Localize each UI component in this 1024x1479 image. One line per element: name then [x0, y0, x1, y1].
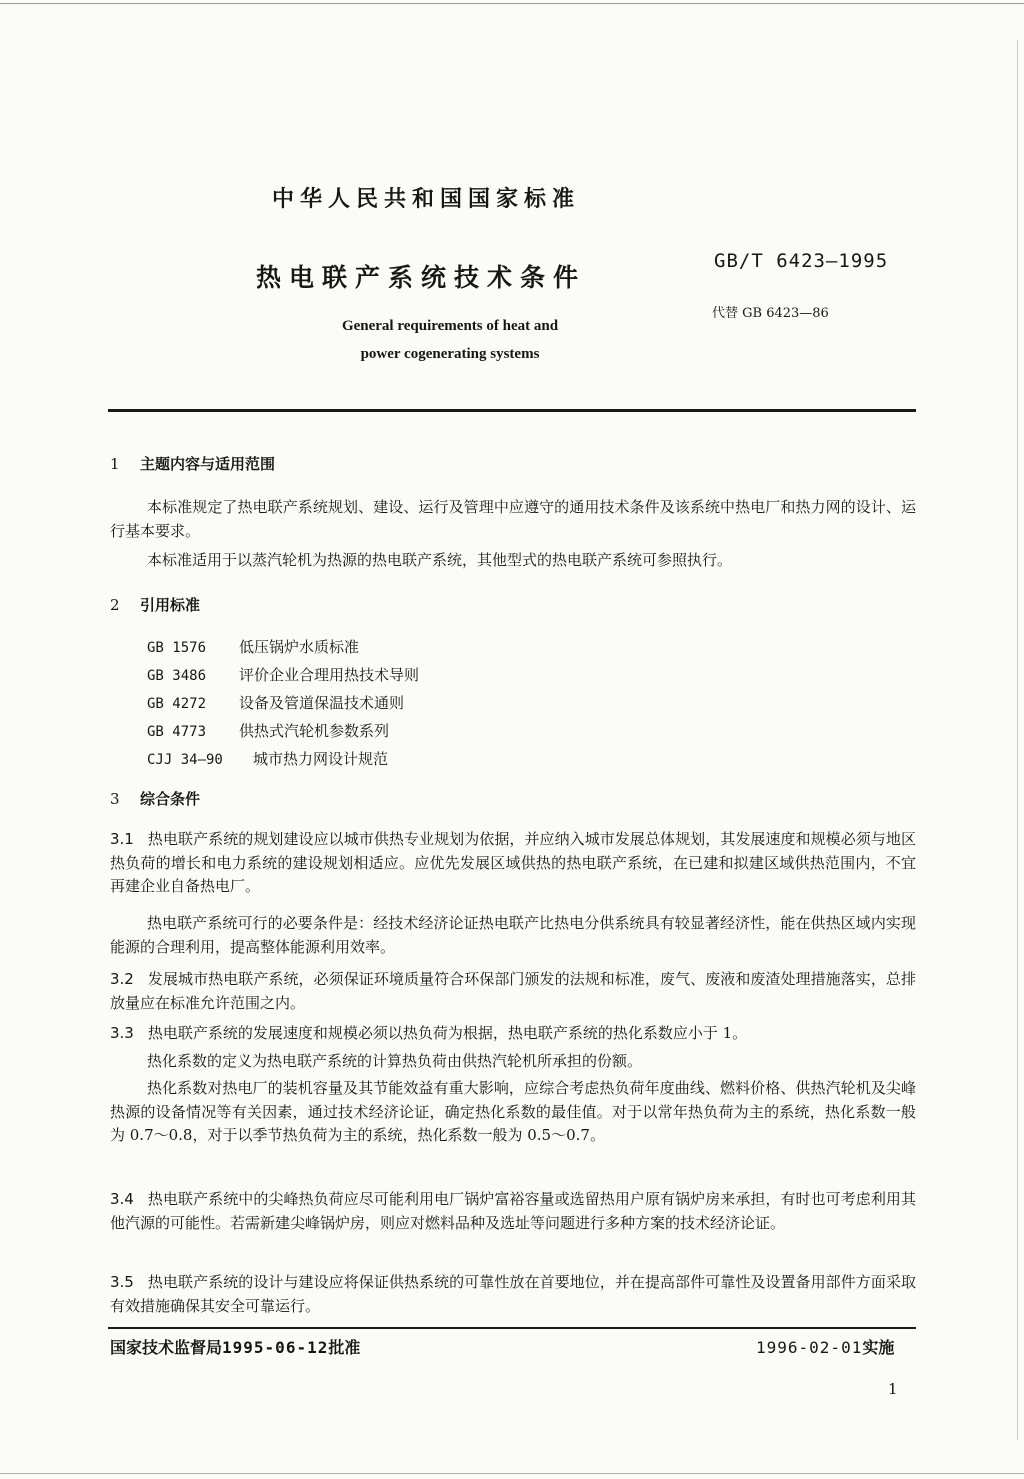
english-title [240, 312, 660, 368]
section-1-number: 1 [110, 455, 120, 473]
clause-3-5-number: 3.5 [110, 1273, 134, 1291]
standard-number: GB/T 6423—1995 [714, 250, 889, 272]
approval-line [110, 1335, 360, 1358]
approval-date: 1995-06-12 [222, 1338, 329, 1357]
reference-code: GB 1576 [147, 640, 207, 656]
clause-3-3-paragraph-3: 热化系数对热电厂的装机容量及其节能效益有重大影响，应综合考虑热负荷年度曲线、燃料价格、供热汽轮机及尖峰热源的设备情况等有关因素，通过技术经济论证，确定热化系数的最佳值。对于以常年热负荷为主的系统，热化系数一般为 0.7～0.8，对于以季节热负荷为主的系统，热化系数一般为 0.5～0.7。 [110, 1079, 916, 1144]
reference-row [147, 662, 419, 690]
approval-suffix: 批准 [328, 1338, 361, 1357]
reference-name: 供热式汽轮机参数系列 [239, 722, 390, 740]
reference-code: GB 4272 [147, 696, 207, 712]
section-3-title: 综合条件 [140, 790, 201, 808]
replaces-standard: 代替 GB 6423—86 [712, 306, 829, 321]
clause-3-3-paragraph-2: 热化系数的定义为热电联产系统的计算热负荷由供热汽轮机所承担的份额。 [147, 1052, 643, 1070]
effective-line [756, 1335, 894, 1358]
section-1-title: 主题内容与适用范围 [140, 455, 276, 473]
reference-code: GB 4773 [147, 724, 207, 740]
reference-code: GB 3486 [147, 668, 207, 684]
section-1-paragraph-2: 本标准适用于以蒸汽轮机为热源的热电联产系统，其他型式的热电联产系统可参照执行。 [147, 551, 733, 569]
clause-3-1-number: 3.1 [110, 830, 134, 848]
section-3-heading [110, 788, 200, 809]
effective-suffix: 实施 [862, 1338, 895, 1357]
clause-3-3-text: 热电联产系统的发展速度和规模必须以热负荷为根据，热电联产系统的热化系数应小于 1。 [147, 1024, 748, 1042]
reference-name: 低压锅炉水质标准 [239, 638, 360, 656]
footer-divider [108, 1327, 916, 1329]
clause-3-1-paragraph-1 [110, 828, 916, 899]
reference-name: 设备及管道保温技术通则 [239, 694, 405, 712]
clause-3-4-paragraph-1 [110, 1188, 916, 1235]
effective-date: 1996-02-01 [756, 1338, 863, 1357]
section-2-title: 引用标准 [140, 596, 201, 614]
clause-3-4-text: 热电联产系统中的尖峰热负荷应尽可能利用电厂锅炉富裕容量或选留热用户原有锅炉房来承担，有时也可考虑利用其他汽源的可能性。若需新建尖峰锅炉房，则应对燃料品种及选址等问题进行多种方案的技术经济论证。 [110, 1190, 916, 1232]
header-divider [108, 409, 916, 412]
section-2-heading [110, 594, 200, 615]
english-title-line-1: General requirements of heat and [341, 318, 559, 334]
page-number: 1 [888, 1380, 898, 1398]
section-2-number: 2 [110, 596, 120, 614]
standard-banner: 中华人民共和国国家标准 [272, 186, 581, 212]
clause-3-2-number: 3.2 [110, 970, 134, 988]
clause-3-3-number: 3.3 [110, 1024, 134, 1042]
clause-3-3-paragraph-1 [110, 1022, 916, 1046]
english-title-line-2: power cogenerating systems [360, 346, 540, 362]
approval-organization: 国家技术监督局 [110, 1338, 223, 1357]
reference-row [147, 718, 419, 746]
referenced-standards-list [147, 634, 419, 774]
reference-row [147, 634, 419, 662]
scan-edge-right [1017, 40, 1018, 1440]
section-1-paragraph-1: 本标准规定了热电联产系统规划、建设、运行及管理中应遵守的通用技术条件及该系统中热电厂和热力网的设计、运行基本要求。 [110, 498, 916, 540]
reference-row [147, 690, 419, 718]
clause-3-5-paragraph-1 [110, 1271, 916, 1318]
clause-3-2-text: 发展城市热电联产系统，必须保证环境质量符合环保部门颁发的法规和标准，废气、废液和废渣处理措施落实，总排放量应在标准允许范围之内。 [110, 970, 916, 1012]
section-3-number: 3 [110, 790, 120, 808]
reference-code: CJJ 34—90 [147, 752, 223, 768]
clause-3-4-number: 3.4 [110, 1190, 134, 1208]
scan-edge-top [0, 3, 1024, 4]
reference-row [147, 746, 419, 774]
clause-3-1-text: 热电联产系统的规划建设应以城市供热专业规划为依据，并应纳入城市发展总体规划，其发展速度和规模必须与地区热负荷的增长和电力系统的建设规划相适应。应优先发展区域供热的热电联产系统，在已建和拟建区域供热范围内，不宜再建企业自备热电厂。 [110, 830, 916, 895]
section-1-heading [110, 453, 275, 474]
reference-name: 城市热力网设计规范 [253, 750, 389, 768]
clause-3-5-text: 热电联产系统的设计与建设应将保证供热系统的可靠性放在首要地位，并在提高部件可靠性及设置备用部件方面采取有效措施确保其安全可靠运行。 [110, 1273, 916, 1315]
clause-3-2-paragraph-1 [110, 968, 916, 1015]
scan-edge-bottom [0, 1473, 1024, 1474]
reference-name: 评价企业合理用热技术导则 [239, 666, 420, 684]
clause-3-1-paragraph-2: 热电联产系统可行的必要条件是：经技术经济论证热电联产比热电分供系统具有较显著经济性，能在供热区域内实现能源的合理利用，提高整体能源利用效率。 [110, 914, 916, 956]
document-title: 热电联产系统技术条件 [256, 263, 587, 292]
